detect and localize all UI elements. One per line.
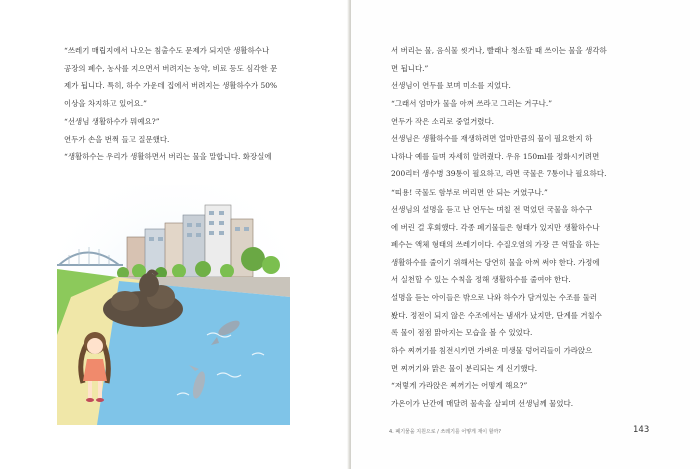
paragraph-tanks: 설명을 듣는 아이들은 밖으로 나와 하수가 담겨있는 수조를 둘러 봤다. 정전이 되지 않은 수조에서는 냄새가 났지만, 단계를 거칠수 록 물이 점점 맑아지는 모습을 볼 수 있었다. [391,293,602,338]
paragraph-regret: 선생님의 설명을 듣고 난 연두는 며칠 전 먹었던 국물을 하수구 에 버린 걸 후회했다. 각종 폐기물들은 형태가 있지만 생활하수나 폐수는 액체 형태의 쓰레기이다. 수질오염의 가장 큰 역할을 하는 생활하수를 줄이기 위해서는 당연히 물을 아껴 써야 한다. 가정에 서 실천할 수 있는 수칙을 정해 생활하수를 줄여야 한다. [391,205,600,285]
paragraph-save-water: “그래서 엄마가 물을 아껴 쓰라고 그러는 거구나.” [391,99,553,108]
paragraph-question: “선생님 생활하수가 뭐예요?” [64,117,160,126]
paragraph-teacher-smile: 선생님이 연두를 보며 미소를 지었다. [391,81,511,90]
paragraph-murmur: 연두가 작은 소리로 중얼거렸다. [391,117,495,126]
paragraph-leachate: “쓰레기 매립지에서 나오는 침출수도 문제가 되지만 생활하수나 공장의 폐수, 농사를 지으면서 버려지는 농약, 비료 등도 심각한 문 제가 됩니다. 특히, 하수 가운데 집에서 버려지는 생활하수가 50% 이상을 차지하고 있어요.” [64,46,278,108]
paragraph-question-sludge: “저렇게 가라앉은 찌꺼기는 어떻게 해요?” [391,381,528,390]
paragraph-continuation: 서 버리는 물, 음식물 씻거나, 빨래나 청소할 때 쓰이는 물을 생각하 면 됩니다.” [391,46,607,73]
left-page [0,0,349,469]
paragraph-sediment: 하수 찌꺼기를 침전시키면 가벼운 미생물 덩어리들이 가라앉으 면 찌꺼기와 맑은 물이 분리되는 게 신기했다. [391,346,593,373]
paragraph-raise-hand: 연두가 손을 번쩍 들고 질문했다. [64,135,170,144]
paragraph-broth: “띠용! 국물도 함부로 버리면 안 되는 거였구나.” [391,188,548,197]
river-pollution-illustration [57,185,290,425]
paragraph-gaon-asks: 가온이가 난간에 매달려 물속을 살피며 선생님께 물었다. [391,399,574,408]
page-number: 143 [633,425,650,435]
paragraph-definition: “생활하수는 우리가 생활하면서 버리는 물을 말합니다. 화장실에 [64,152,272,161]
paragraph-examples: 선생님은 생활하수를 재생하려면 얼마만큼의 물이 필요한지 하 나하나 예를 들며 자세히 알려줬다. 우유 150ml를 정화시키려면 200리터 생수병 39통이 필요하고, 라면 국물은 7통이나 필요하다. [391,134,607,179]
right-page [351,0,700,469]
running-footer-title: 4. 폐기물을 지원으로 / 쓰레기를 어떻게 재이 할까? [389,429,502,435]
